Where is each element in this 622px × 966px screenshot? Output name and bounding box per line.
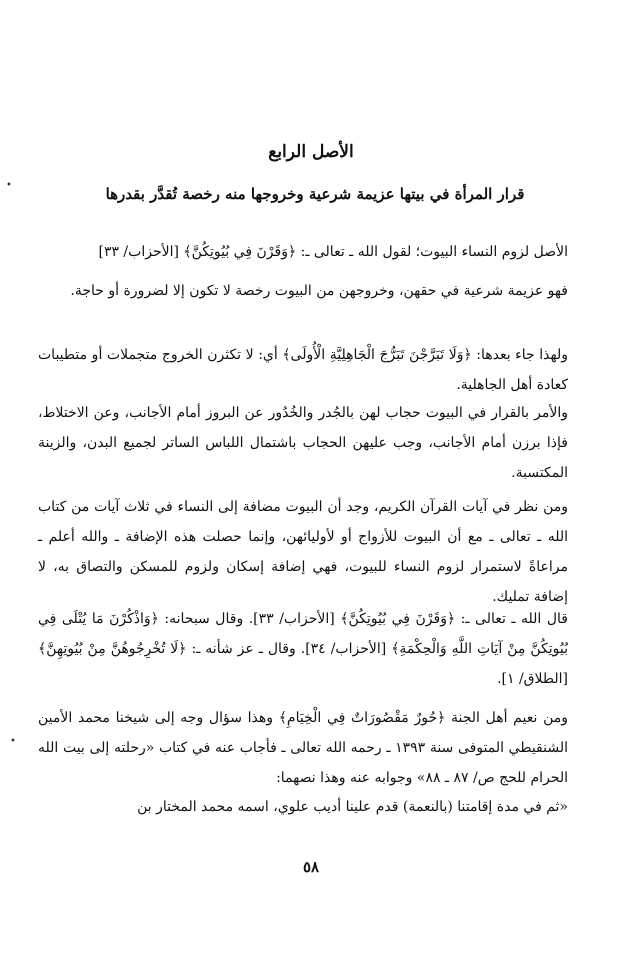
paragraph-2: فهو عزيمة شرعية في حقهن، وخروجهن من البيوت رخصة لا تكون إلا لضرورة أو حاجة. — [70, 283, 568, 299]
paragraph-7: ومن نعيم أهل الجنة ﴿حُورٌ مَقْصُورَاتٌ فِي الْخِيَامِ﴾ وهذا سؤال وجه إلى شيخنا محمد الأمين الشنقيطي المتوفى سنة ١٣٩٣ ـ رحمه الله تعالى ـ فأجاب عنه في كتاب «رحلته إلى بيت الله الحرام للحج ص/ ٨٧ ـ ٨٨» وجوابه عنه وهذا نصهما: — [38, 710, 569, 786]
paragraph-3: ولهذا جاء بعدها: ﴿وَلَا تَبَرَّجْنَ تَبَرُّجَ الْجَاهِلِيَّةِ الْأُولَى﴾ أي: لا تكثرن الخروج متجملات أو متطيبات كعادة أهل الجاهلية. — [38, 347, 568, 393]
paragraph-1: الأصل لزوم النساء البيوت؛ لقول الله ـ تعالى ـ: ﴿وَقَرْنَ فِي بُيُوتِكُنَّ﴾ [الأحزاب/ ٣٣] — [98, 244, 568, 260]
margin-mark: • — [6, 180, 12, 191]
margin-mark: • — [10, 736, 16, 747]
page-number: ٥٨ — [302, 858, 320, 876]
chapter-subheading: قرار المرأة في بيتها عزيمة شرعية وخروجها منه رخصة تُقدَّر بقدرها — [105, 185, 525, 203]
paragraph-5: ومن نظر في آيات القرآن الكريم، وجد أن البيوت مضافة إلى النساء في ثلاث آيات من كتاب الله ـ تعالى ـ مع أن البيوت للأزواج أو لأوليائهن، وإنما حصلت هذه الإضافة ـ والله أعلم ـ مراعاةً لاستمرار لزوم النساء للبيوت، فهي إضافة إسكان ولزوم للمسكن والتصاق به، لا إضافة تمليك. — [38, 499, 568, 605]
paragraph-8: «ثم في مدة إقامتنا (بالنعمة) قدم علينا أديب علوي، اسمه محمد المختار بن — [137, 799, 568, 815]
chapter-heading: الأصل الرابع — [268, 142, 354, 162]
paragraph-6: قال الله ـ تعالى ـ: ﴿وَقَرْنَ فِي بُيُوتِكُنَّ﴾ [الأحزاب/ ٣٣]. وقال سبحانه: ﴿وَاذْكُرْنَ مَا يُتْلَى فِي بُيُوتِكُنَّ مِنْ آيَاتِ اللَّهِ وَالْحِكْمَةِ﴾ [الأحزاب/ ٣٤]. وقال ـ عز شأنه ـ: ﴿لَا تُخْرِجُوهُنَّ مِنْ بُيُوتِهِنَّ﴾ [الطلاق/ ١]. — [38, 611, 568, 687]
paragraph-4: والأمر بالقرار في البيوت حجاب لهن بالجُدر والخُدُور عن البروز أمام الأجانب، وعن الاختلاط، فإذا برزن أمام الأجانب، وجب عليهن الحجاب باشتمال اللباس الساتر لجميع البدن، والزينة المكتسبة. — [38, 405, 568, 481]
